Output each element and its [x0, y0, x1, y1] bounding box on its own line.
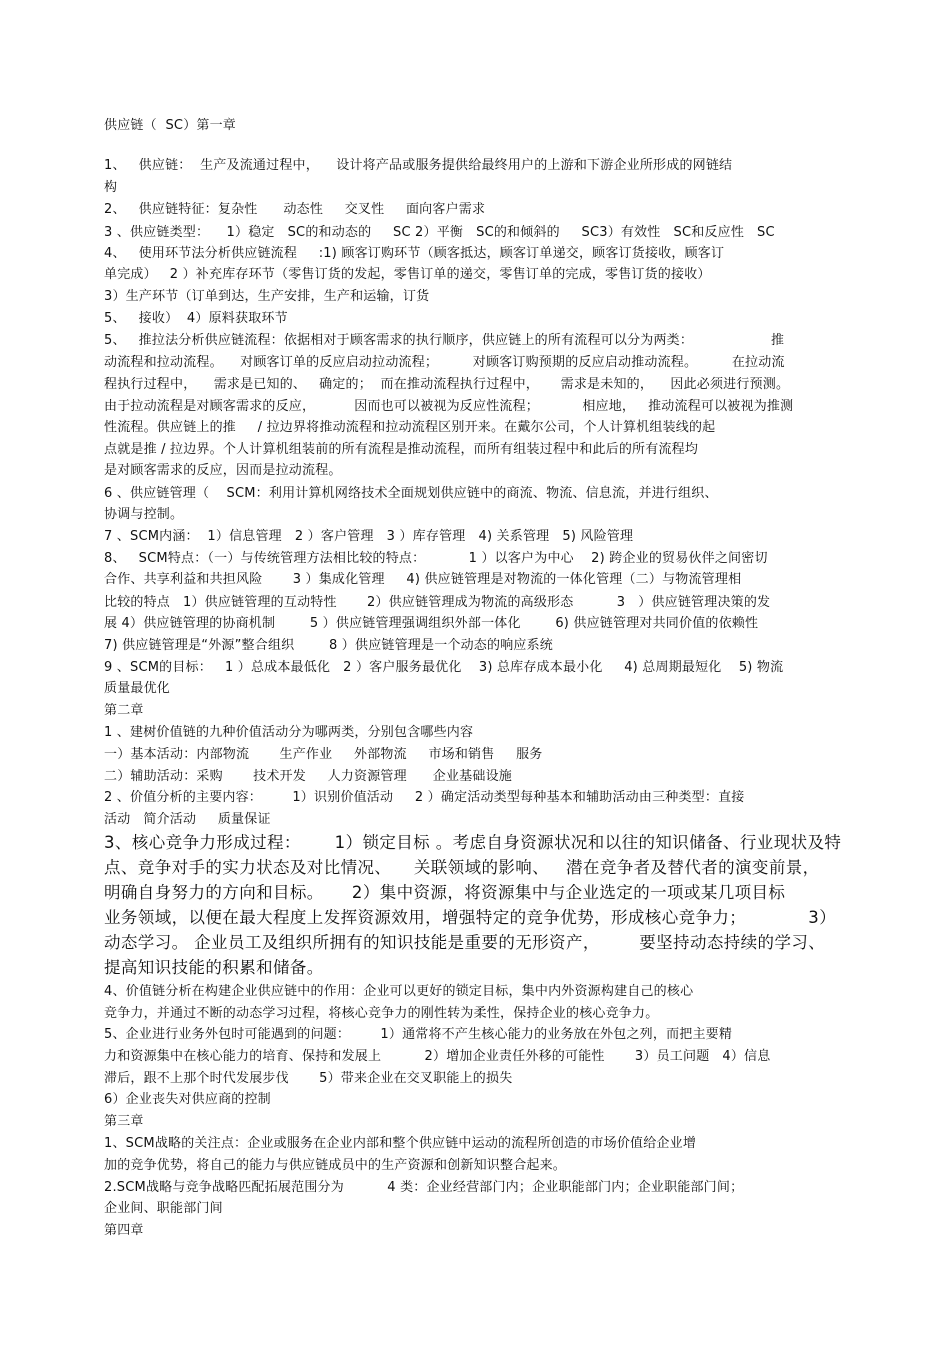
text-line: 展 4）供应链管理的协商机制 5 ）供应链管理强调组织外部一体化 6) 供应链管理对共同价值的依赖性: [104, 616, 759, 631]
text-line: 5、企业进行业务外包时可能遇到的问题： 1）通常将不产生核心能力的业务放在外包之列，而把主要精: [104, 1027, 733, 1042]
text-line: 性流程。供应链上的推 / 拉边界将推动流程和拉动流程区别开来。在戴尔公司，个人计算机组装线的起: [104, 420, 716, 435]
text-line: 1 、建树价值链的九种价值活动分为哪两类，分别包含哪些内容: [104, 725, 474, 740]
chapter-heading: 第二章: [104, 703, 144, 718]
text-line: 企业间、职能部门间: [104, 1201, 223, 1216]
text-line: 1、 供应链： 生产及流通过程中， 设计将产品或服务提供给最终用户的上游和下游企业所形成的网链结: [104, 158, 733, 173]
text-line: 2 、价值分析的主要内容： 1）识别价值活动 2 ）确定活动类型每种基本和辅助活动由三种类型：直接: [104, 790, 745, 805]
text-line: 3）生产环节（订单到达，生产安排，生产和运输，订货: [104, 289, 430, 304]
text-line: 提高知识技能的积累和储备。: [104, 958, 324, 977]
text-line: 由于拉动流程是对顾客需求的反应， 因而也可以被视为反应性流程； 相应地， 推动流程可以被视为推测: [104, 399, 794, 414]
chapter-heading: 第三章: [104, 1114, 144, 1129]
text-line: 6 、供应链管理（ SCM：利用计算机网络技术全面规划供应链中的商流、物流、信息流，并进行组织、: [104, 486, 718, 501]
text-line: 3 、供应链类型： 1）稳定 SC的和动态的 SC 2）平衡 SC的和倾斜的 SC3）有效性 SC和反应性 SC: [104, 225, 775, 240]
text-line: 是对顾客需求的反应，因而是拉动流程。: [104, 463, 342, 478]
text-line: 4、价值链分析在构建企业供应链中的作用：企业可以更好的锁定目标，集中内外资源构建自己的核心: [104, 984, 694, 999]
text-line: 5、 推拉法分析供应链流程：依据相对于顾客需求的执行顺序，供应链上的所有流程可以分为两类： 推: [104, 333, 785, 348]
text-line: 合作、共享利益和共担风险 3 ）集成化管理 4) 供应链管理是对物流的一体化管理（二）与物流管理相: [104, 572, 742, 587]
text-line: 2、 供应链特征：复杂性 动态性 交叉性 面向客户需求: [104, 202, 486, 217]
text-line: 单完成） 2 ）补充库存环节（零售订货的发起，零售订单的递交，零售订单的完成，零售订货的接收）: [104, 267, 711, 282]
text-line: 8、 SCM特点：（一）与传统管理方法相比较的特点： 1 ）以客户为中心 2) 跨企业的贸易伙伴之间密切: [104, 551, 768, 566]
text-line: 业务领域，以便在最大程度上发挥资源效用，增强特定的竞争优势，形成核心竞争力； 3）: [104, 908, 837, 927]
text-line: 7 、SCM内涵： 1）信息管理 2 ）客户管理 3 ）库存管理 4) 关系管理 5) 风险管理: [104, 529, 634, 544]
text-line: 4、 使用环节法分析供应链流程 :1) 顾客订购环节（顾客抵达，顾客订单递交，顾客订货接收，顾客订: [104, 246, 725, 261]
text-line: 2.SCM战略与竞争战略匹配拓展范围分为 4 类：企业经营部门内；企业职能部门内；企业职能部门间；: [104, 1180, 744, 1195]
text-line: 6）企业丧失对供应商的控制: [104, 1092, 271, 1107]
text-line: 活动 简介活动 质量保证: [104, 812, 271, 827]
text-line: 9 、SCM的目标： 1 ）总成本最低化 2 ）客户服务最优化 3) 总库存成本最小化 4) 总周期最短化 5) 物流: [104, 660, 784, 675]
text-line: 程执行过程中， 需求是已知的、 确定的； 而在推动流程执行过程中， 需求是未知的， 因此必须进行预测。: [104, 377, 790, 392]
text-line: 协调与控制。: [104, 507, 184, 522]
text-line: 力和资源集中在核心能力的培育、保持和发展上 2）增加企业责任外移的可能性 3）员工问题 4）信息: [104, 1049, 771, 1064]
text-line: 滞后，跟不上那个时代发展步伐 5）带来企业在交叉职能上的损失: [104, 1071, 513, 1086]
text-line: 构: [104, 180, 118, 195]
text-line: 点、竞争对手的实力状态及对比情况、 关联领域的影响、 潜在竞争者及替代者的演变前景，: [104, 858, 820, 877]
text-line: 1、SCM战略的关注点：企业或服务在企业内部和整个供应链中运动的流程所创造的市场价值给企业增: [104, 1136, 697, 1151]
text-line: 质量最优化: [104, 681, 171, 696]
text-line: 7) 供应链管理是“外源”整合组织 8 ）供应链管理是一个动态的响应系统: [104, 638, 554, 653]
text-line: 5、 接收） 4）原料获取环节: [104, 311, 288, 326]
text-line: 二）辅助活动：采购 技术开发 人力资源管理 企业基础设施: [104, 769, 512, 784]
text-line: 竞争力，并通过不断的动态学习过程，将核心竞争力的刚性转为柔性，保持企业的核心竞争力。: [104, 1006, 659, 1021]
text-line: 点就是推 / 拉边界。个人计算机组装前的所有流程是推动流程，而所有组装过程中和此后的所有流程均: [104, 442, 699, 457]
text-line: 一）基本活动：内部物流 生产作业 外部物流 市场和销售 服务: [104, 747, 543, 762]
text-line: 比较的特点 1）供应链管理的互动特性 2）供应链管理成为物流的高级形态 3 ）供应链管理决策的发: [104, 595, 771, 610]
text-line: 动态学习。 企业员工及组织所拥有的知识技能是重要的无形资产， 要坚持动态持续的学习、: [104, 933, 826, 952]
text-line: 动流程和拉动流程。 对顾客订单的反应启动拉动流程； 对顾客订购预期的反应启动推动流程。 在拉动流: [104, 355, 785, 370]
text-line: 3、核心竞争力形成过程： 1）锁定目标 。考虑自身资源状况和以往的知识储备、行业现状及特: [104, 833, 842, 852]
chapter-heading: 第四章: [104, 1223, 144, 1238]
text-line: 加的竞争优势，将自己的能力与供应链成员中的生产资源和创新知识整合起来。: [104, 1158, 567, 1173]
document-title: 供应链（ SC）第一章: [104, 118, 236, 133]
text-line: 明确自身努力的方向和目标。 2）集中资源，将资源集中与企业选定的一项或某几项目标: [104, 883, 786, 902]
